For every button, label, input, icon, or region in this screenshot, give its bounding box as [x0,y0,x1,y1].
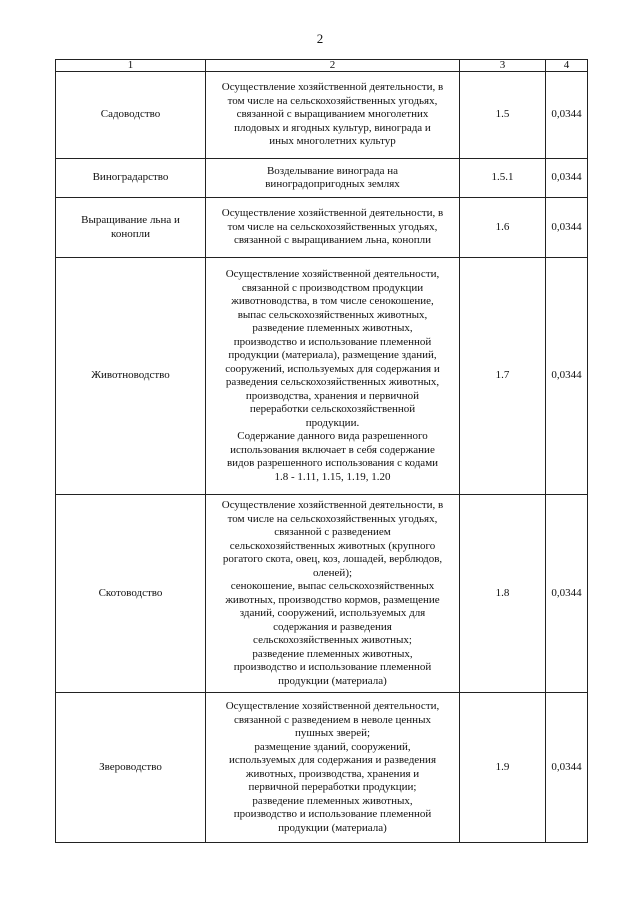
use-description: Осуществление хозяйственной деятельности, в том числе на сельскохозяйственных угодьях, связанной с выращиванием льна, конопли [206,198,460,258]
use-value: 0,0344 [546,159,588,198]
land-use-table [55,59,588,843]
use-name: Виноградарство [56,159,206,198]
use-code: 1.5 [460,72,546,159]
use-description: Осуществление хозяйственной деятельности, связанной с разведением в неволе ценных пушных зверей; размещение зданий, сооружений, используемых для содержания и разведения животных, производства, хранения и первичной переработки продукции; разведение племенных животных, производство и использование племенной продукции (материала) [206,693,460,843]
table-row [56,159,588,198]
use-name: Выращивание льна и конопли [56,198,206,258]
use-name: Звероводство [56,693,206,843]
table-row [56,72,588,159]
header-col-2: 2 [206,60,460,72]
table-row [56,495,588,693]
use-code: 1.5.1 [460,159,546,198]
table-row [56,258,588,495]
use-code: 1.8 [460,495,546,693]
use-name: Скотоводство [56,495,206,693]
use-description: Осуществление хозяйственной деятельности, в том числе на сельскохозяйственных угодьях, связанной с выращиванием многолетних плодовых и ягодных культур, винограда и иных многолетних культур [206,72,460,159]
use-code: 1.7 [460,258,546,495]
use-value: 0,0344 [546,495,588,693]
use-description: Осуществление хозяйственной деятельности, связанной с производством продукции животноводства, в том числе сенокошение, выпас сельскохозяйственных животных, разведение племенных животных, производство и использование племенной продукции (материала), размещение зданий, сооружений, используемых для содержания и разведения сельскохозяйственных животных, производства, хранения и первичной переработки сельскохозяйственной продукции. Содержание данного вида разрешенного использования включает в себя содержание видов разрешенного использования с кодами 1.8 - 1.11, 1.15, 1.19, 1.20 [206,258,460,495]
use-value: 0,0344 [546,72,588,159]
table-header-row [56,60,588,72]
page-number: 2 [316,31,324,46]
use-description: Осуществление хозяйственной деятельности, в том числе на сельскохозяйственных угодьях, связанной с разведением сельскохозяйственных животных (крупного рогатого скота, овец, коз, лошадей, верблюдов, оленей); сенокошение, выпас сельскохозяйственных животных, производство кормов, размещение зданий, сооружений, используемых для содержания и разведения сельскохозяйственных животных; разведение племенных животных, производство и использование племенной продукции (материала) [206,495,460,693]
use-name: Садоводство [56,72,206,159]
use-code: 1.9 [460,693,546,843]
table-row [56,198,588,258]
use-value: 0,0344 [546,198,588,258]
table-row [56,693,588,843]
use-code: 1.6 [460,198,546,258]
header-col-1: 1 [56,60,206,72]
header-col-4: 4 [546,60,588,72]
use-name: Животноводство [56,258,206,495]
use-description: Возделывание винограда на виноградопригодных землях [206,159,460,198]
use-value: 0,0344 [546,693,588,843]
header-col-3: 3 [460,60,546,72]
use-value: 0,0344 [546,258,588,495]
